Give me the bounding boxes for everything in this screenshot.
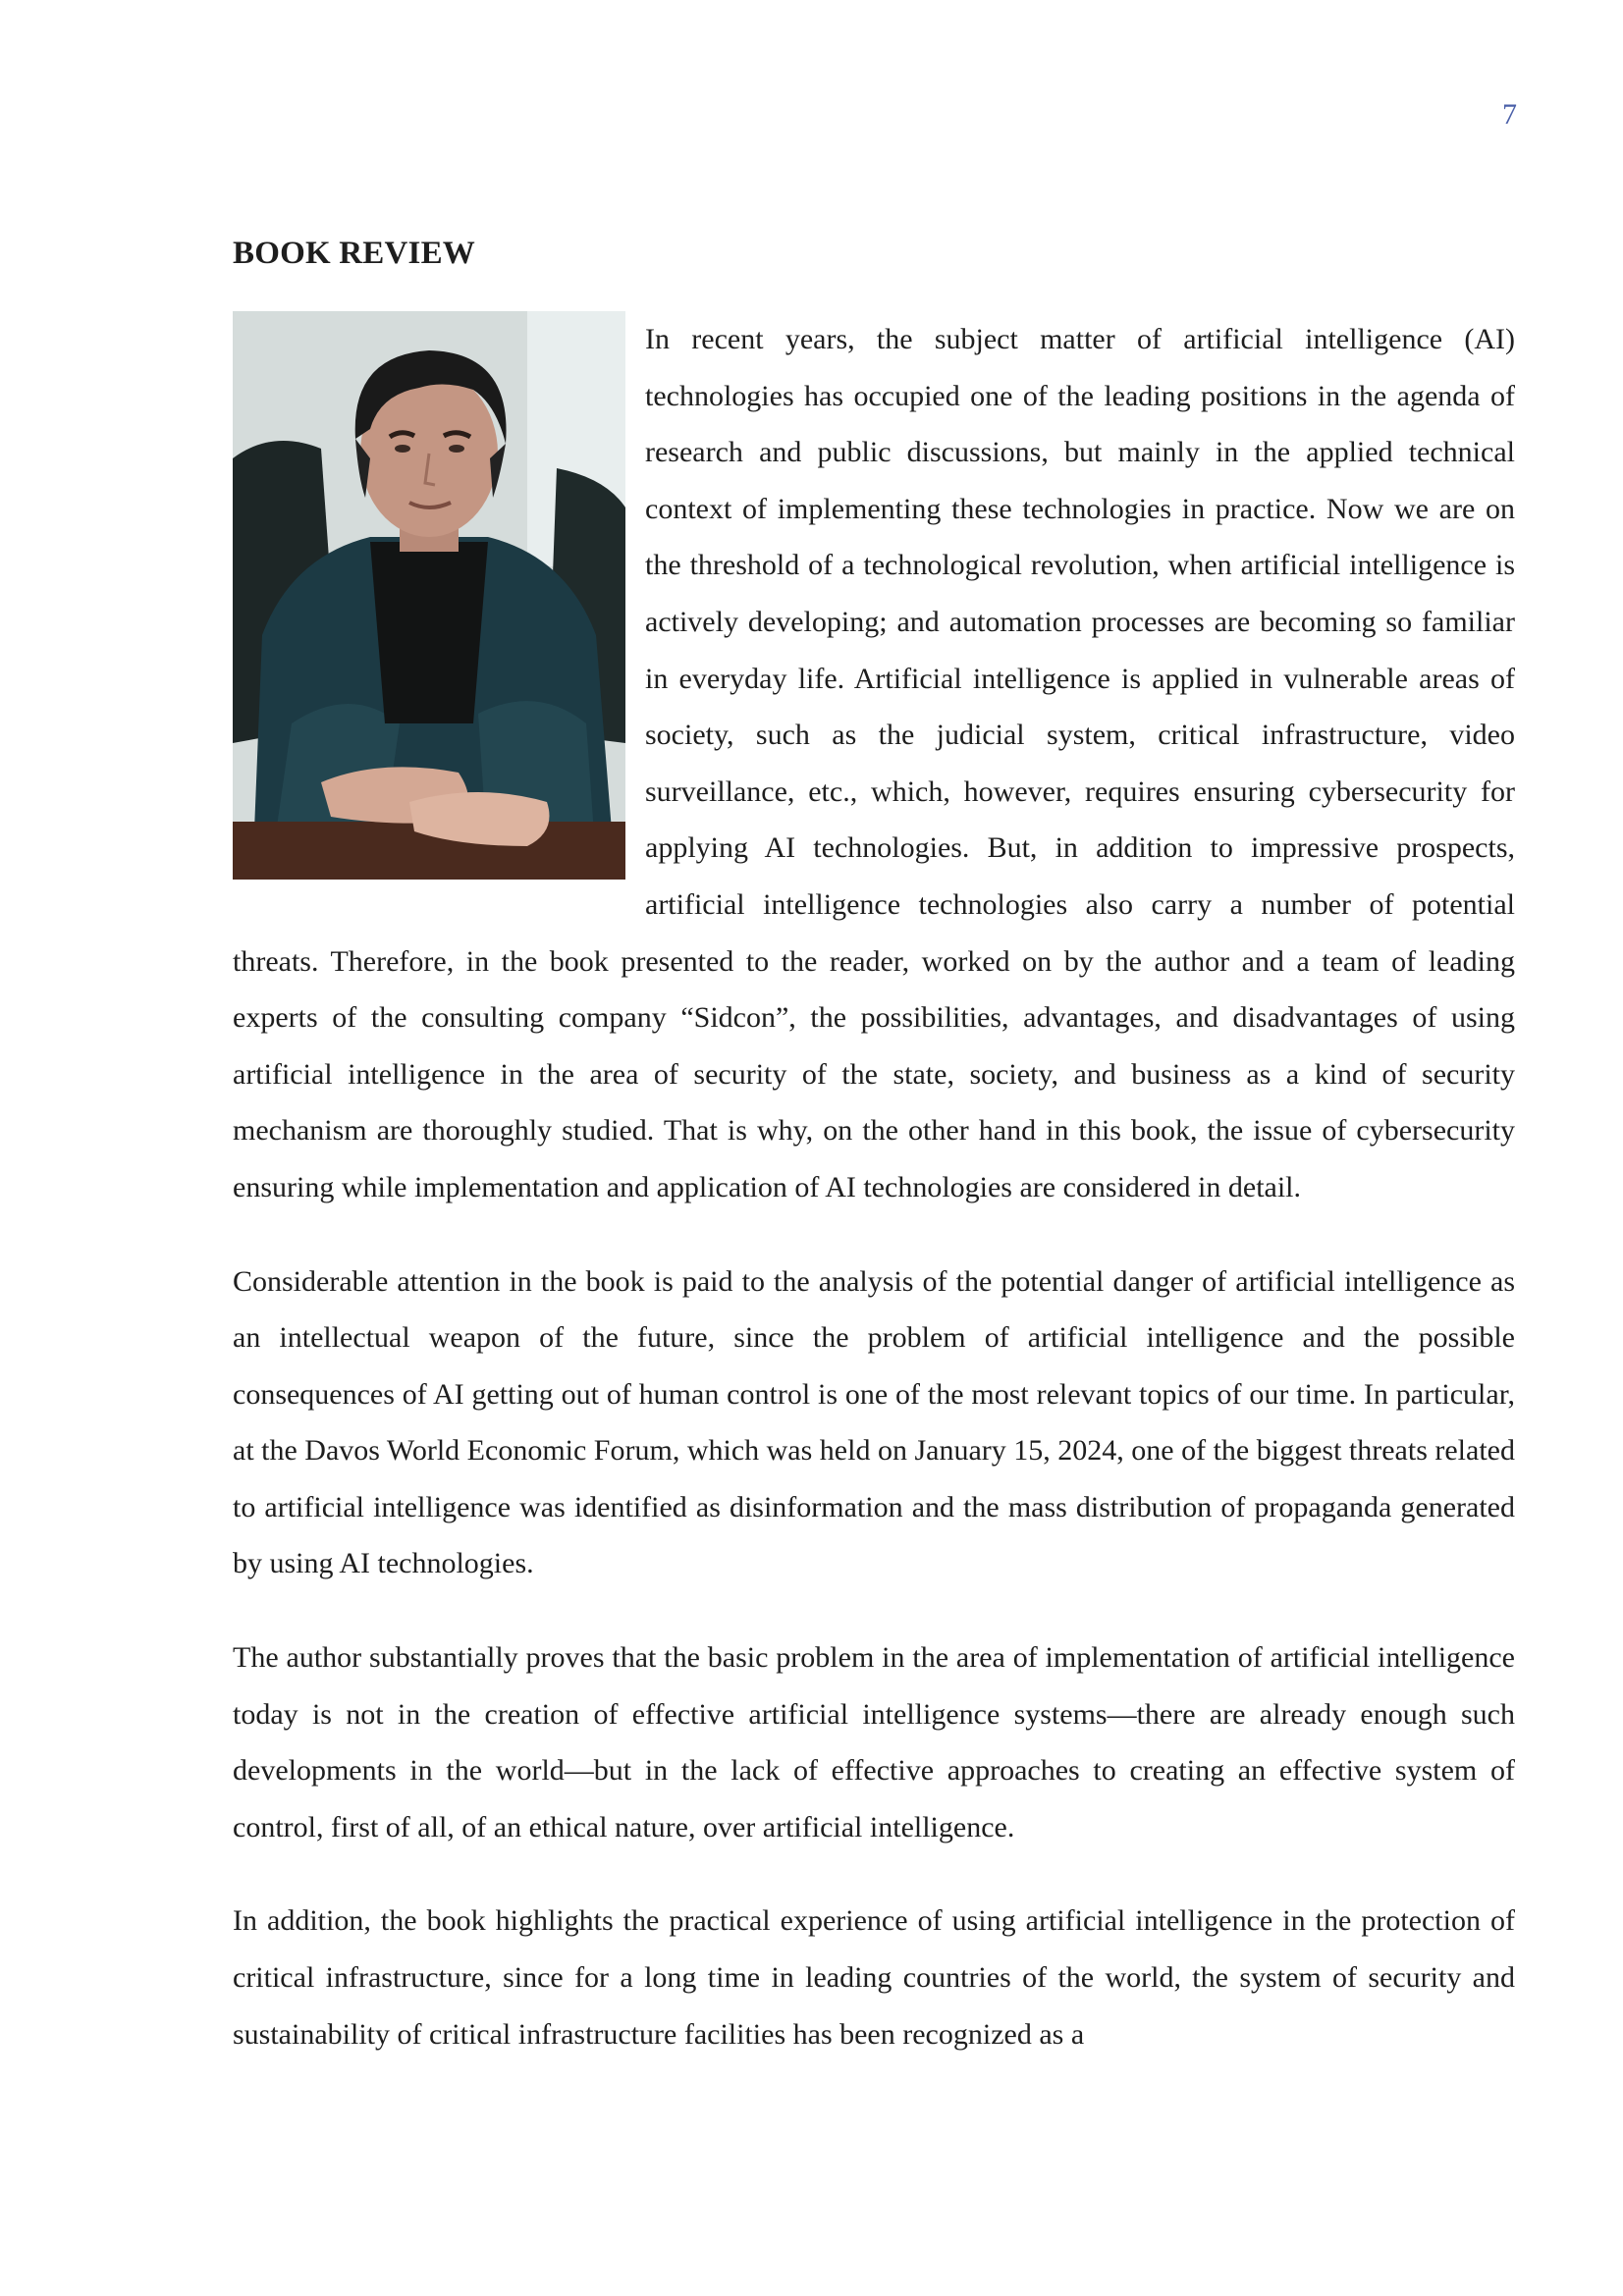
- paragraph-3: The author substantially proves that the basic problem in the area of implementation of artificial intelligence today is not in the creation of effective artificial intelligence systems—there are already enough such developments in the world—but in the lack of effective approaches to creating an effective system of control, first of all, of an ethical nature, over artificial intelligence.: [233, 1641, 1515, 1843]
- paragraph-4: In addition, the book highlights the practical experience of using artificial intelligence in the protection of critical infrastructure, since for a long time in leading countries of the world, the system of security and sustainability of critical infrastructure facilities has been recognized as a: [233, 1904, 1515, 2051]
- author-photo: [233, 311, 625, 880]
- paragraph-2: Considerable attention in the book is paid to the analysis of the potential danger of artificial intelligence as an intellectual weapon of the future, since the problem of artificial intelligence and the possible consequences of AI getting out of human control is one of the most relevant topics of our time. In particular, at the Davos World Economic Forum, which was held on January 15, 2024, one of the biggest threats related to artificial intelligence was identified as disinformation and the mass distribution of propaganda generated by using AI technologies.: [233, 1264, 1515, 1580]
- article-heading: BOOK REVIEW: [233, 236, 475, 271]
- article: [233, 236, 1515, 2100]
- paragraph-1: In recent years, the subject matter of artificial intelligence (AI) technologies has occupied one of the leading positions in the agenda of research and public discussions, but mainly in the applied technical context of implementing these technologies in practice. Now we are on the threshold of a technological revolution, when artificial intelligence is actively developing; and automation processes are becoming so familiar in everyday life. Artificial intelligence is applied in vulnerable areas of society, such as the judicial system, critical infrastructure, video surveillance, etc., which, however, requires ensuring cybersecurity for applying AI technologies. But, in addition to impressive prospects, artificial intelligence technologies also carry a number of potential threats. Therefore, in the book presented to the reader, worked on by the author and a team of leading experts of the consulting company “Sidcon”, the possibilities, advantages, and disadvantages of using artificial intelligence in the area of security of the state, society, and business as a kind of security mechanism are thoroughly studied. That is why, on the other hand in this book, the issue of cybersecurity ensuring while implementation and application of AI technologies are considered in detail.: [233, 323, 1515, 1203]
- author-portrait-icon: [233, 311, 625, 880]
- page-number: 7: [1502, 98, 1517, 131]
